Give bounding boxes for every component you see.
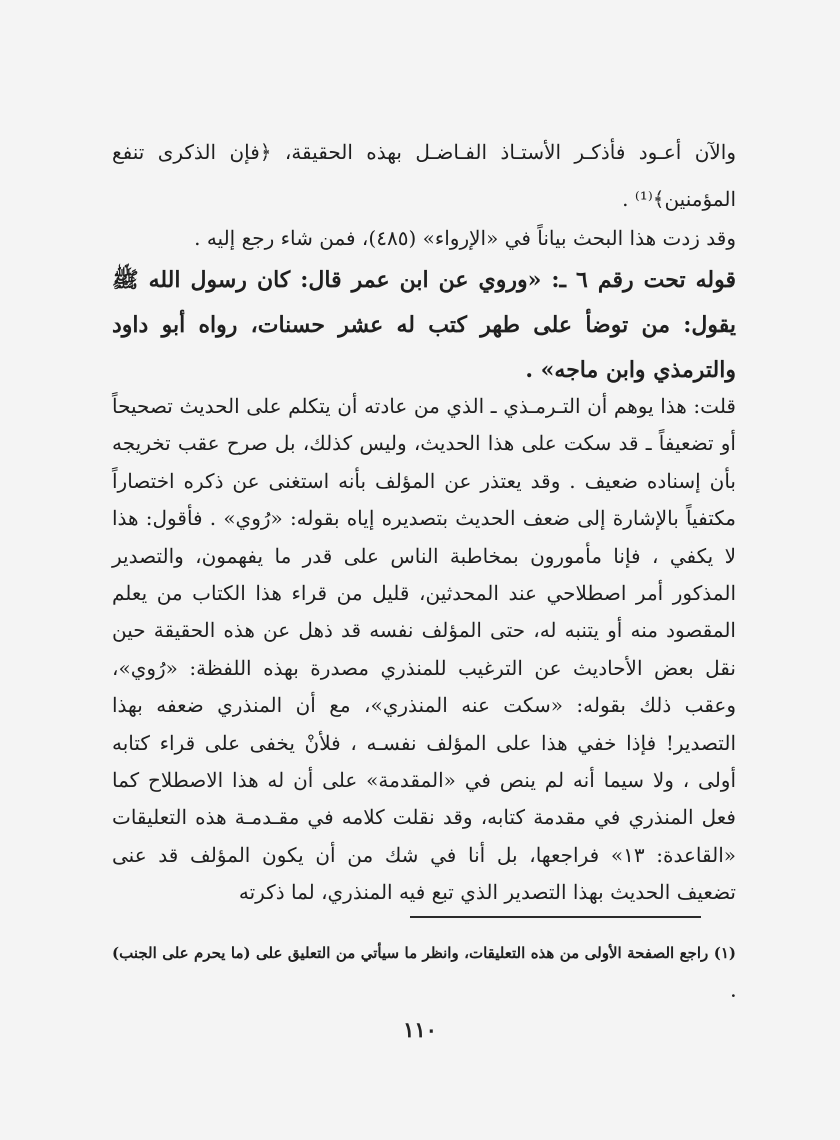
commentary-text: قلت: هذا يوهم أن التـرمـذي ـ الذي من عادته أن يتكلم على الحديث تصحيحاً أو تضعيفاً ـ قد سكت على هذا الحديث، وليس كذلك، بل صرح عقب تخريجه بأن إسناده ضعيف . وقد يعتذر عن المؤلف بأنه استغنى عن ذكره اختصاراً مكتفياً بالإشارة إلى ضعف الحديث بتصديره إياه بقوله: «رُوي» . فأقول: هذا لا يكفي ، فإنا مأمورون بمخاطبة الناس على قدر ما يفهمون، والتصدير المذكور أمر اصطلاحي عند المحدثين، قليل من قراء هذا الكتاب من يعلم المقصود منه أو يتنبه له، حتى المؤلف نفسه قد ذهل عن هذه الحقيقة حين نقل بعض الأحاديث عن الترغيب للمنذري مصدرة بهذه اللفظة: «رُوي»، وعقب ذلك بقوله: «سكت عنه المنذري»، مع أن المنذري ضعفه بهذا التصدير! فإذا خفي هذا على المؤلف نفسـه ، فلأنْ يخفى على قراء كتابه أولى ، ولا سيما أنه لم ينص في «المقدمة» على أن له هذا الاصطلاح كما فعل المنذري في مقدمة كتابه، وقد نقلت كلامه في مقـدمـة هذه التعليقات «القاعدة: ١٣» فراجعها، بل أنا في شك من أن يكون المؤلف قد عنى تضعيف الحديث بهذا التصدير الذي تبع فيه المنذري، لما ذكرته [112, 394, 736, 905]
commentary-block [112, 388, 736, 912]
page-number: ١١٠ [403, 1017, 437, 1042]
research-note [112, 221, 736, 255]
footnote-separator [410, 916, 701, 918]
footnote [112, 934, 736, 1012]
paragraph-intro: والآن أعـود فأذكـر الأستـاذ الفـاضـل بهذه الحقيقة، ﴿فإن الذكرى تنفع المؤمنين﴾⁽¹⁾ . [112, 140, 736, 211]
hadith-quote-block [112, 258, 736, 393]
paragraph-research: وقد زدت هذا البحث بياناً في «الإرواء» (٤٨٥)، فمن شاء رجع إليه . [194, 226, 736, 250]
quote-text: قوله تحت رقم ٦ ـ: «وروي عن ابن عمر قال: كان رسول الله ﷺ يقول: من توضأ على طهر كتب له عشر حسنات، رواه أبو داود والترمذي وابن ماجه» . [112, 267, 736, 383]
intro-text [112, 129, 736, 223]
footnote-text: (١) راجع الصفحة الأولى من هذه التعليقات، وانظر ما سيأتي من التعليق على (ما يحرم على الجنب) . [112, 944, 736, 1001]
